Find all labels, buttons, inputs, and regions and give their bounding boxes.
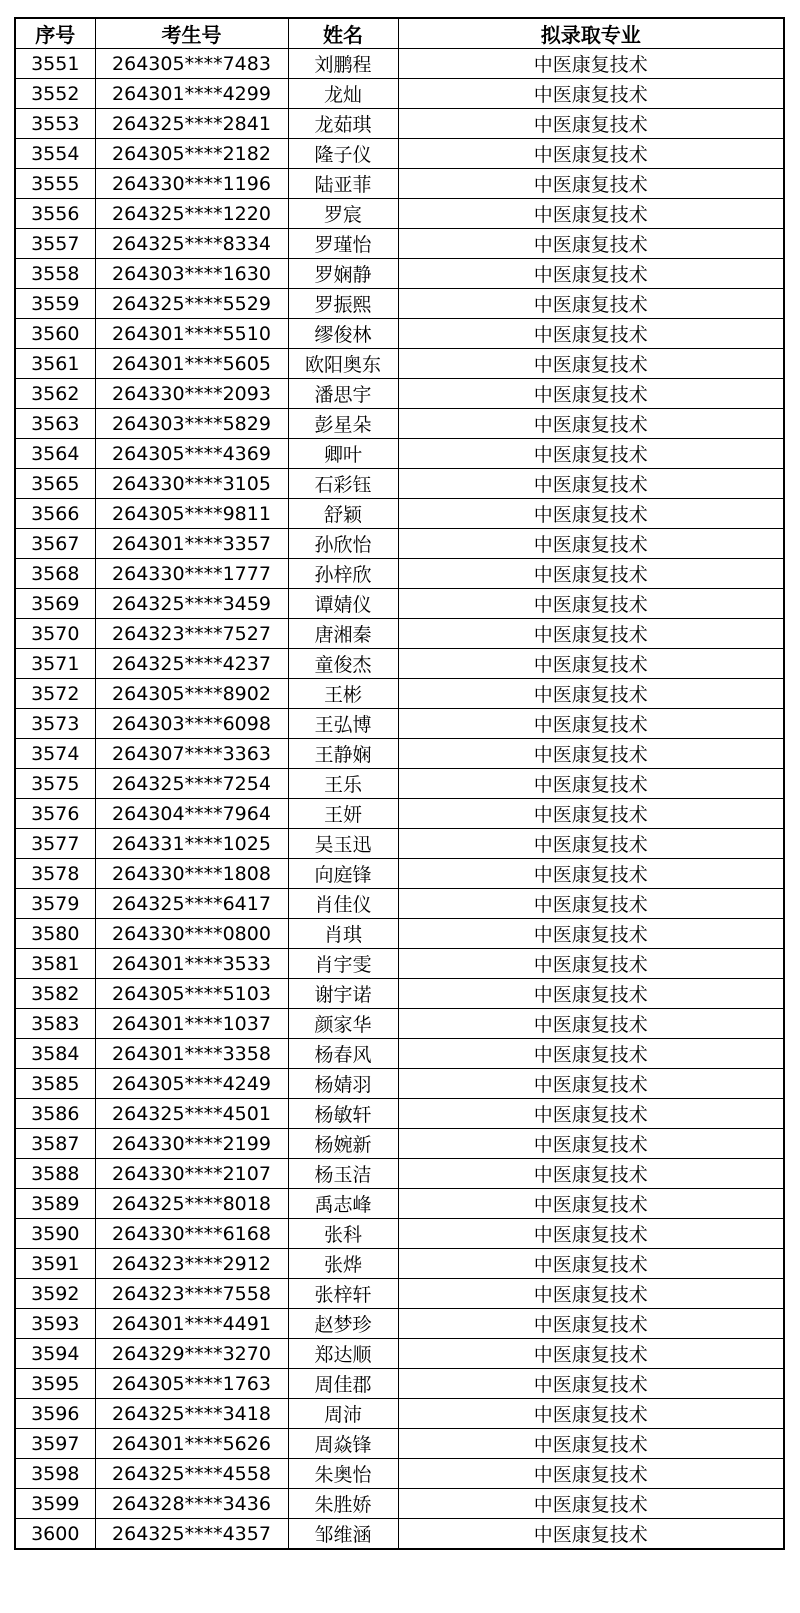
cell-seq: 3577	[15, 829, 95, 859]
table-row	[15, 979, 784, 1009]
cell-exam-no: 264325****4558	[95, 1459, 288, 1489]
cell-name: 周佳郡	[288, 1369, 398, 1399]
cell-seq: 3565	[15, 469, 95, 499]
cell-seq: 3570	[15, 619, 95, 649]
cell-major: 中医康复技术	[398, 259, 784, 289]
table-row	[15, 199, 784, 229]
cell-exam-no: 264303****1630	[95, 259, 288, 289]
cell-name: 王妍	[288, 799, 398, 829]
cell-exam-no: 264305****5103	[95, 979, 288, 1009]
cell-seq: 3561	[15, 349, 95, 379]
cell-name: 杨婧羽	[288, 1069, 398, 1099]
cell-seq: 3583	[15, 1009, 95, 1039]
cell-seq: 3563	[15, 409, 95, 439]
cell-seq: 3589	[15, 1189, 95, 1219]
cell-seq: 3553	[15, 109, 95, 139]
cell-exam-no: 264325****2841	[95, 109, 288, 139]
cell-exam-no: 264305****4369	[95, 439, 288, 469]
cell-name: 谭婧仪	[288, 589, 398, 619]
table-row	[15, 589, 784, 619]
table-row	[15, 1489, 784, 1519]
cell-name: 朱胜娇	[288, 1489, 398, 1519]
cell-major: 中医康复技术	[398, 1429, 784, 1459]
cell-name: 肖佳仪	[288, 889, 398, 919]
cell-exam-no: 264330****2199	[95, 1129, 288, 1159]
cell-name: 禹志峰	[288, 1189, 398, 1219]
cell-major: 中医康复技术	[398, 1159, 784, 1189]
cell-major: 中医康复技术	[398, 409, 784, 439]
cell-major: 中医康复技术	[398, 1339, 784, 1369]
cell-seq: 3580	[15, 919, 95, 949]
header-major: 拟录取专业	[398, 18, 784, 49]
cell-name: 张烨	[288, 1249, 398, 1279]
table-row	[15, 139, 784, 169]
cell-exam-no: 264325****6417	[95, 889, 288, 919]
cell-name: 杨敏轩	[288, 1099, 398, 1129]
table-row	[15, 799, 784, 829]
cell-name: 郑达顺	[288, 1339, 398, 1369]
cell-major: 中医康复技术	[398, 1279, 784, 1309]
table-row	[15, 319, 784, 349]
cell-exam-no: 264301****4491	[95, 1309, 288, 1339]
table-row	[15, 649, 784, 679]
cell-seq: 3566	[15, 499, 95, 529]
cell-seq: 3584	[15, 1039, 95, 1069]
cell-seq: 3552	[15, 79, 95, 109]
cell-name: 杨婉新	[288, 1129, 398, 1159]
cell-major: 中医康复技术	[398, 379, 784, 409]
cell-name: 罗娴静	[288, 259, 398, 289]
cell-major: 中医康复技术	[398, 949, 784, 979]
header-name: 姓名	[288, 18, 398, 49]
cell-seq: 3593	[15, 1309, 95, 1339]
cell-name: 肖琪	[288, 919, 398, 949]
cell-seq: 3581	[15, 949, 95, 979]
header-seq: 序号	[15, 18, 95, 49]
cell-exam-no: 264330****3105	[95, 469, 288, 499]
table-row	[15, 1039, 784, 1069]
cell-name: 邹维涵	[288, 1519, 398, 1550]
cell-seq: 3551	[15, 49, 95, 79]
cell-name: 龙灿	[288, 79, 398, 109]
cell-seq: 3559	[15, 289, 95, 319]
cell-major: 中医康复技术	[398, 229, 784, 259]
cell-name: 舒颖	[288, 499, 398, 529]
cell-name: 杨春风	[288, 1039, 398, 1069]
cell-name: 吴玉迅	[288, 829, 398, 859]
cell-major: 中医康复技术	[398, 799, 784, 829]
cell-name: 隆子仪	[288, 139, 398, 169]
cell-seq: 3587	[15, 1129, 95, 1159]
cell-exam-no: 264329****3270	[95, 1339, 288, 1369]
cell-major: 中医康复技术	[398, 1099, 784, 1129]
cell-exam-no: 264330****2107	[95, 1159, 288, 1189]
cell-exam-no: 264330****6168	[95, 1219, 288, 1249]
table-row	[15, 739, 784, 769]
cell-exam-no: 264325****1220	[95, 199, 288, 229]
cell-seq: 3578	[15, 859, 95, 889]
cell-exam-no: 264301****5605	[95, 349, 288, 379]
table-row	[15, 379, 784, 409]
cell-seq: 3594	[15, 1339, 95, 1369]
cell-seq: 3598	[15, 1459, 95, 1489]
cell-major: 中医康复技术	[398, 829, 784, 859]
table-row	[15, 1069, 784, 1099]
cell-name: 周沛	[288, 1399, 398, 1429]
cell-exam-no: 264325****8018	[95, 1189, 288, 1219]
cell-exam-no: 264301****3533	[95, 949, 288, 979]
cell-major: 中医康复技术	[398, 79, 784, 109]
cell-major: 中医康复技术	[398, 1519, 784, 1550]
cell-name: 缪俊林	[288, 319, 398, 349]
cell-name: 卿叶	[288, 439, 398, 469]
cell-name: 陆亚菲	[288, 169, 398, 199]
cell-seq: 3571	[15, 649, 95, 679]
cell-major: 中医康复技术	[398, 289, 784, 319]
table-row	[15, 349, 784, 379]
cell-name: 罗瑾怡	[288, 229, 398, 259]
cell-major: 中医康复技术	[398, 1219, 784, 1249]
cell-seq: 3560	[15, 319, 95, 349]
table-row	[15, 1099, 784, 1129]
cell-seq: 3590	[15, 1219, 95, 1249]
cell-seq: 3564	[15, 439, 95, 469]
table-row	[15, 1399, 784, 1429]
cell-exam-no: 264305****1763	[95, 1369, 288, 1399]
cell-major: 中医康复技术	[398, 169, 784, 199]
cell-name: 孙梓欣	[288, 559, 398, 589]
cell-major: 中医康复技术	[398, 49, 784, 79]
table-row	[15, 499, 784, 529]
cell-seq: 3558	[15, 259, 95, 289]
cell-major: 中医康复技术	[398, 1009, 784, 1039]
cell-seq: 3599	[15, 1489, 95, 1519]
cell-name: 罗振熙	[288, 289, 398, 319]
cell-seq: 3556	[15, 199, 95, 229]
cell-name: 杨玉洁	[288, 1159, 398, 1189]
cell-name: 石彩钰	[288, 469, 398, 499]
table-row	[15, 1429, 784, 1459]
cell-major: 中医康复技术	[398, 1489, 784, 1519]
table-row	[15, 829, 784, 859]
cell-name: 童俊杰	[288, 649, 398, 679]
cell-seq: 3586	[15, 1099, 95, 1129]
cell-major: 中医康复技术	[398, 199, 784, 229]
cell-exam-no: 264325****8334	[95, 229, 288, 259]
cell-exam-no: 264330****1808	[95, 859, 288, 889]
cell-major: 中医康复技术	[398, 619, 784, 649]
cell-major: 中医康复技术	[398, 589, 784, 619]
cell-exam-no: 264301****5510	[95, 319, 288, 349]
cell-seq: 3582	[15, 979, 95, 1009]
cell-seq: 3596	[15, 1399, 95, 1429]
table-row	[15, 469, 784, 499]
cell-name: 王乐	[288, 769, 398, 799]
cell-exam-no: 264325****4501	[95, 1099, 288, 1129]
cell-exam-no: 264305****7483	[95, 49, 288, 79]
cell-seq: 3555	[15, 169, 95, 199]
cell-name: 潘思宇	[288, 379, 398, 409]
cell-exam-no: 264325****3459	[95, 589, 288, 619]
table-row	[15, 1339, 784, 1369]
cell-name: 赵梦珍	[288, 1309, 398, 1339]
cell-major: 中医康复技术	[398, 139, 784, 169]
cell-name: 张梓轩	[288, 1279, 398, 1309]
cell-exam-no: 264305****4249	[95, 1069, 288, 1099]
table-row	[15, 529, 784, 559]
cell-exam-no: 264330****1196	[95, 169, 288, 199]
cell-major: 中医康复技术	[398, 769, 784, 799]
cell-seq: 3575	[15, 769, 95, 799]
cell-major: 中医康复技术	[398, 529, 784, 559]
cell-major: 中医康复技术	[398, 889, 784, 919]
table-row	[15, 1219, 784, 1249]
cell-name: 刘鹏程	[288, 49, 398, 79]
table-row	[15, 439, 784, 469]
cell-exam-no: 264323****7527	[95, 619, 288, 649]
table-row	[15, 229, 784, 259]
cell-major: 中医康复技术	[398, 1369, 784, 1399]
table-row	[15, 619, 784, 649]
cell-seq: 3592	[15, 1279, 95, 1309]
cell-major: 中医康复技术	[398, 1249, 784, 1279]
cell-seq: 3572	[15, 679, 95, 709]
cell-seq: 3588	[15, 1159, 95, 1189]
cell-seq: 3569	[15, 589, 95, 619]
cell-major: 中医康复技术	[398, 1309, 784, 1339]
table-row	[15, 169, 784, 199]
cell-name: 唐湘秦	[288, 619, 398, 649]
table-row	[15, 1519, 784, 1550]
cell-name: 孙欣怡	[288, 529, 398, 559]
cell-major: 中医康复技术	[398, 1399, 784, 1429]
table-row	[15, 1129, 784, 1159]
table-row	[15, 259, 784, 289]
cell-seq: 3600	[15, 1519, 95, 1550]
cell-exam-no: 264301****3357	[95, 529, 288, 559]
cell-name: 朱奥怡	[288, 1459, 398, 1489]
cell-major: 中医康复技术	[398, 499, 784, 529]
header-exam-no: 考生号	[95, 18, 288, 49]
cell-major: 中医康复技术	[398, 319, 784, 349]
cell-exam-no: 264303****5829	[95, 409, 288, 439]
header-row	[15, 18, 784, 49]
table-row	[15, 1249, 784, 1279]
cell-major: 中医康复技术	[398, 979, 784, 1009]
cell-name: 谢宇诺	[288, 979, 398, 1009]
table-row	[15, 679, 784, 709]
cell-exam-no: 264325****5529	[95, 289, 288, 319]
cell-major: 中医康复技术	[398, 1039, 784, 1069]
cell-major: 中医康复技术	[398, 439, 784, 469]
cell-major: 中医康复技术	[398, 1129, 784, 1159]
cell-major: 中医康复技术	[398, 109, 784, 139]
table-row	[15, 49, 784, 79]
cell-name: 周焱锋	[288, 1429, 398, 1459]
cell-name: 张科	[288, 1219, 398, 1249]
cell-major: 中医康复技术	[398, 739, 784, 769]
table-row	[15, 709, 784, 739]
cell-major: 中医康复技术	[398, 919, 784, 949]
table-row	[15, 1459, 784, 1489]
cell-exam-no: 264303****6098	[95, 709, 288, 739]
cell-name: 王弘博	[288, 709, 398, 739]
table-row	[15, 859, 784, 889]
cell-exam-no: 264301****4299	[95, 79, 288, 109]
table-row	[15, 889, 784, 919]
cell-major: 中医康复技术	[398, 859, 784, 889]
cell-seq: 3576	[15, 799, 95, 829]
cell-major: 中医康复技术	[398, 559, 784, 589]
cell-exam-no: 264330****2093	[95, 379, 288, 409]
cell-major: 中医康复技术	[398, 709, 784, 739]
cell-major: 中医康复技术	[398, 1189, 784, 1219]
cell-name: 罗宸	[288, 199, 398, 229]
cell-name: 欧阳奥东	[288, 349, 398, 379]
cell-exam-no: 264301****5626	[95, 1429, 288, 1459]
cell-exam-no: 264323****7558	[95, 1279, 288, 1309]
cell-name: 王彬	[288, 679, 398, 709]
cell-seq: 3557	[15, 229, 95, 259]
table-row	[15, 1309, 784, 1339]
cell-exam-no: 264305****2182	[95, 139, 288, 169]
table-row	[15, 1369, 784, 1399]
table-row	[15, 769, 784, 799]
cell-exam-no: 264304****7964	[95, 799, 288, 829]
cell-exam-no: 264325****7254	[95, 769, 288, 799]
cell-exam-no: 264325****4357	[95, 1519, 288, 1550]
cell-seq: 3591	[15, 1249, 95, 1279]
cell-seq: 3585	[15, 1069, 95, 1099]
cell-exam-no: 264301****3358	[95, 1039, 288, 1069]
cell-exam-no: 264325****3418	[95, 1399, 288, 1429]
table-row	[15, 1189, 784, 1219]
table-header	[15, 18, 784, 49]
table-row	[15, 949, 784, 979]
cell-exam-no: 264305****8902	[95, 679, 288, 709]
cell-exam-no: 264330****1777	[95, 559, 288, 589]
cell-major: 中医康复技术	[398, 469, 784, 499]
table-row	[15, 109, 784, 139]
table-row	[15, 79, 784, 109]
table-row	[15, 289, 784, 319]
admission-table	[14, 17, 785, 1550]
cell-seq: 3573	[15, 709, 95, 739]
cell-major: 中医康复技术	[398, 649, 784, 679]
admission-list-sheet	[14, 17, 785, 1550]
table-row	[15, 559, 784, 589]
cell-exam-no: 264325****4237	[95, 649, 288, 679]
table-row	[15, 409, 784, 439]
cell-name: 肖宇雯	[288, 949, 398, 979]
cell-exam-no: 264301****1037	[95, 1009, 288, 1039]
cell-name: 王静娴	[288, 739, 398, 769]
cell-seq: 3579	[15, 889, 95, 919]
cell-seq: 3574	[15, 739, 95, 769]
cell-major: 中医康复技术	[398, 1459, 784, 1489]
cell-seq: 3567	[15, 529, 95, 559]
cell-major: 中医康复技术	[398, 349, 784, 379]
cell-name: 彭星朵	[288, 409, 398, 439]
cell-seq: 3597	[15, 1429, 95, 1459]
cell-name: 颜家华	[288, 1009, 398, 1039]
cell-exam-no: 264305****9811	[95, 499, 288, 529]
table-row	[15, 1009, 784, 1039]
cell-exam-no: 264330****0800	[95, 919, 288, 949]
cell-seq: 3595	[15, 1369, 95, 1399]
cell-name: 龙茹琪	[288, 109, 398, 139]
table-row	[15, 919, 784, 949]
cell-exam-no: 264323****2912	[95, 1249, 288, 1279]
table-row	[15, 1279, 784, 1309]
cell-exam-no: 264328****3436	[95, 1489, 288, 1519]
cell-seq: 3562	[15, 379, 95, 409]
table-row	[15, 1159, 784, 1189]
cell-major: 中医康复技术	[398, 679, 784, 709]
cell-seq: 3554	[15, 139, 95, 169]
cell-major: 中医康复技术	[398, 1069, 784, 1099]
cell-exam-no: 264331****1025	[95, 829, 288, 859]
table-body	[15, 49, 784, 1550]
cell-exam-no: 264307****3363	[95, 739, 288, 769]
cell-seq: 3568	[15, 559, 95, 589]
cell-name: 向庭锋	[288, 859, 398, 889]
